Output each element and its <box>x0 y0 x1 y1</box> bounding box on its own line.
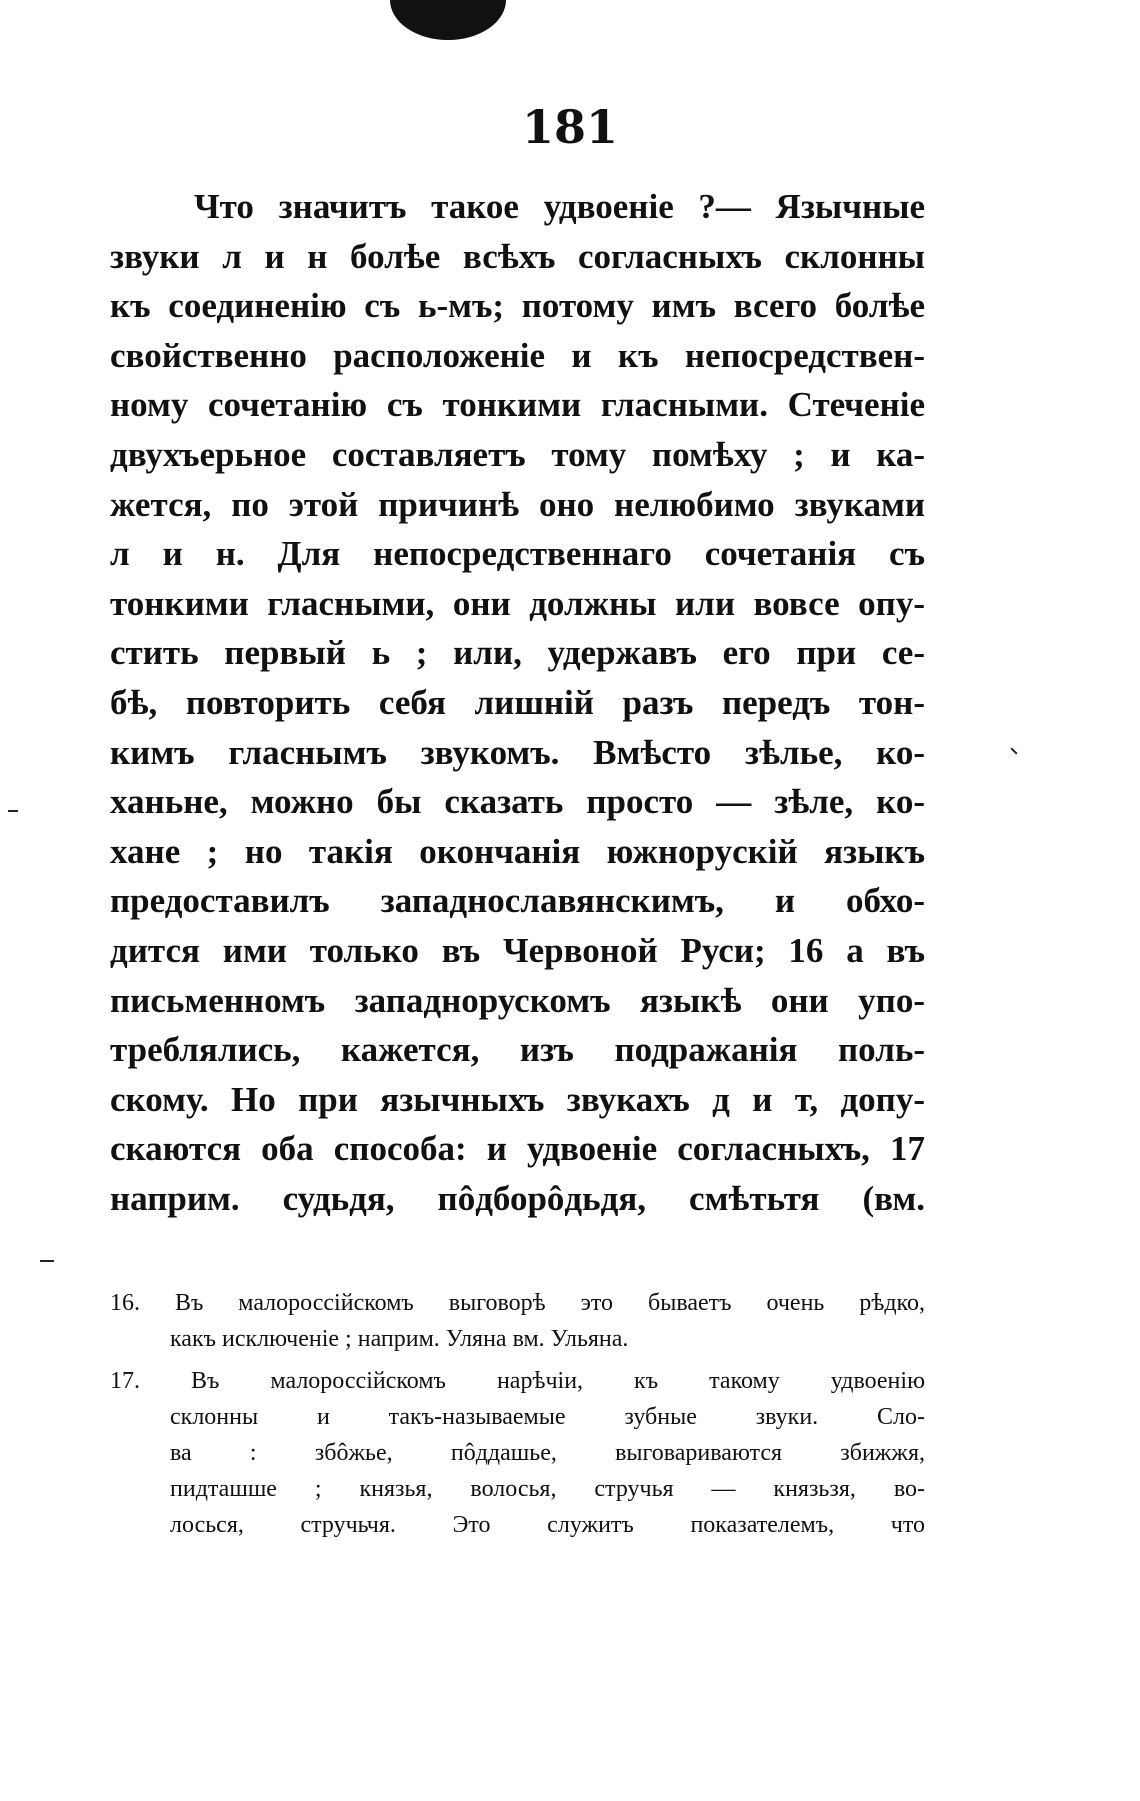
body-line: Что значитъ такое удвоеніе ?— Язычные <box>194 187 925 226</box>
body-line: скаются оба способа: и удвоеніе согласныхъ, 17 <box>110 1129 925 1169</box>
body-line: тонкими гласными, они должны или вовсе опу- <box>110 583 925 623</box>
body-line: двухъерьное составляетъ тому помѣху ; и ка- <box>110 434 925 474</box>
body-line: ханьне, можно бы сказать просто — зѣле, ко- <box>110 782 925 822</box>
body-line: кимъ гласнымъ звукомъ. Вмѣсто зѣлье, ко- <box>110 732 925 772</box>
body-line: л и н. Для непосредственнаго сочетанія съ <box>110 534 925 574</box>
body-line: звуки л и н болѣе всѣхъ согласныхъ склонны <box>110 236 925 276</box>
footnote-line: склонны и такъ-называемые зубные звуки. Сло- <box>170 1404 925 1430</box>
footnotes <box>110 1285 925 1543</box>
body-text <box>110 182 925 1223</box>
margin-mark <box>8 810 18 812</box>
footnote-line: 17. Въ малороссійскомъ нарѣчіи, къ такому удвоенію <box>110 1368 925 1394</box>
margin-mark <box>1010 747 1017 754</box>
body-line: дится ими только въ Червоной Руси; 16 а въ <box>110 930 925 970</box>
footnote-line: лосься, стручьчя. Это служитъ показателемъ, что <box>170 1512 925 1538</box>
body-line: скому. Но при язычныхъ звукахъ д и т, допу- <box>110 1079 925 1119</box>
body-line: стить первый ь ; или, удержавъ его при се- <box>110 633 925 673</box>
body-line: жется, по этой причинѣ оно нелюбимо звуками <box>110 484 925 524</box>
page-number: 181 <box>521 100 619 154</box>
body-line: ному сочетанію съ тонкими гласными. Стеченіе <box>110 385 925 425</box>
body-line: хане ; но такія окончанія южноруcкій языкъ <box>110 831 925 871</box>
margin-mark <box>40 1260 54 1262</box>
body-line: треблялись, кажется, изъ подражанія поль- <box>110 1030 925 1070</box>
body-line: бѣ, повторить себя лишній разъ передъ тон- <box>110 682 925 722</box>
footnote-line: 16. Въ малороссійскомъ выговорѣ это бываетъ очень рѣдко, <box>110 1290 925 1316</box>
body-line: къ соединенію съ ь-мъ; потому имъ всего болѣе <box>110 286 925 326</box>
footnote-line: пидташше ; князья, волосья, стручья — князьзя, во- <box>170 1476 925 1502</box>
body-line: наприм. судьдя, пôдборôдьдя, смѣтьтя (вм. <box>110 1178 925 1218</box>
footnote-line: ва : збôжье, пôддашье, выговариваются збижжя, <box>170 1440 925 1466</box>
body-line: предоставилъ западнославянскимъ, и обхо- <box>110 881 925 921</box>
body-line: письменномъ западнорускомъ языкѣ они упо- <box>110 980 925 1020</box>
body-line: свойственно расположеніе и къ непосредствен- <box>110 335 925 375</box>
ink-blot <box>390 0 506 40</box>
footnote-line: какъ исключеніе ; наприм. Уляна вм. Ульяна. <box>170 1326 629 1352</box>
